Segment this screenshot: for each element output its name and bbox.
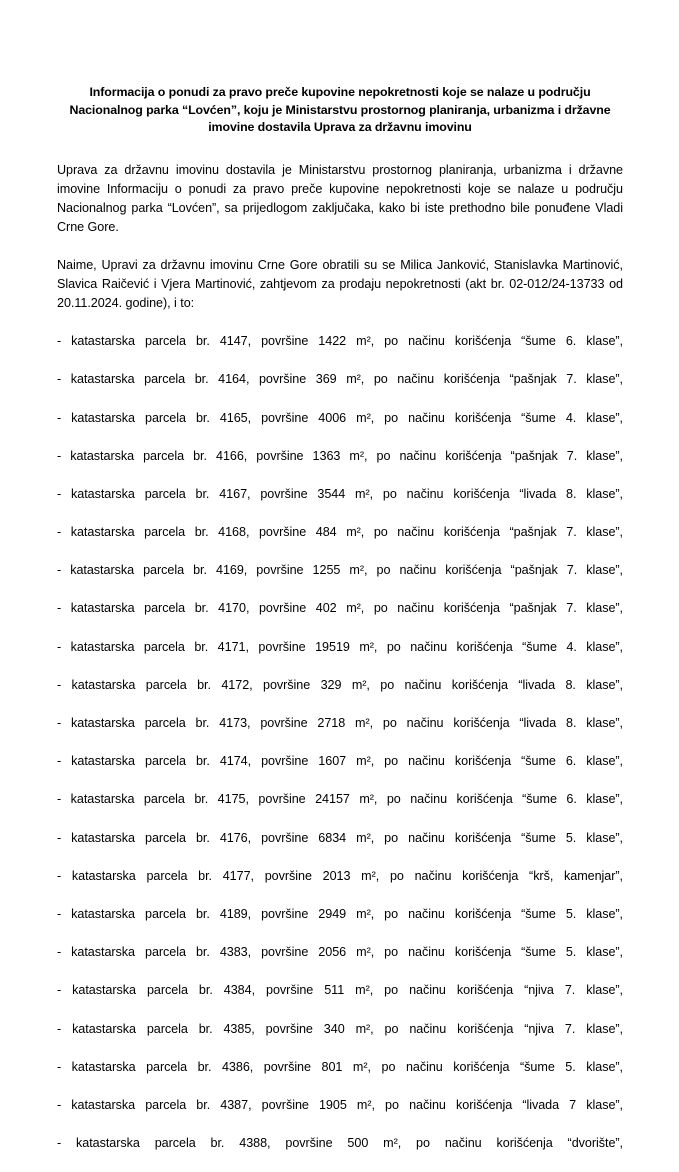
list-item: - katastarska parcela br. 4168, površine 484 m², po načinu korišćenja “pašnjak 7. klase”, xyxy=(57,525,623,540)
document-body xyxy=(57,84,623,1172)
list-item: - katastarska parcela br. 4165, površine 4006 m², po načinu korišćenja “šume 4. klase”, xyxy=(57,410,623,425)
list-item: - katastarska parcela br. 4388, površine 500 m², po načinu korišćenja “dvorište”, xyxy=(57,1136,623,1151)
list-item: - katastarska parcela br. 4166, površine 1363 m², po načinu korišćenja “pašnjak 7. klase”, xyxy=(57,448,623,463)
list-item: - katastarska parcela br. 4171, površine 19519 m², po načinu korišćenja “šume 4. klase”, xyxy=(57,639,623,654)
page-title: Informacija o ponudi za pravo preče kupovine nepokretnosti koje se nalaze u području Nacionalnog parka “Lovćen”, koju je Ministarstvu prostornog planiranja, urbanizma i državne imovine dostavila Uprava za državnu imovinu xyxy=(69,85,611,134)
parcel-list xyxy=(57,332,623,1172)
list-item: - katastarska parcela br. 4147, površine 1422 m², po načinu korišćenja “šume 6. klase”, xyxy=(57,334,623,349)
list-item: - katastarska parcela br. 4164, površine 369 m², po načinu korišćenja “pašnjak 7. klase”, xyxy=(57,372,623,387)
intro-paragraph-1: Uprava za državnu imovinu dostavila je Ministarstvu prostornog planiranja, urbanizma i državne imovine Informaciju o ponudi za pravo preče kupovine nepokretnosti koje se nalaze u području Nacionalnog parka “Lovćen”, sa prijedlogom zaključaka, kako bi iste prethodno bile ponuđene Vladi Crne Gore. xyxy=(57,162,623,234)
list-item: - katastarska parcela br. 4167, površine 3544 m², po načinu korišćenja “livada 8. klase”, xyxy=(57,486,623,501)
list-item: - katastarska parcela br. 4174, površine 1607 m², po načinu korišćenja “šume 6. klase”, xyxy=(57,754,623,769)
list-item: - katastarska parcela br. 4170, površine 402 m², po načinu korišćenja “pašnjak 7. klase”, xyxy=(57,601,623,616)
list-item: - katastarska parcela br. 4173, površine 2718 m², po načinu korišćenja “livada 8. klase”, xyxy=(57,716,623,731)
list-item: - katastarska parcela br. 4386, površine 801 m², po načinu korišćenja “šume 5. klase”, xyxy=(57,1059,623,1074)
list-item: - katastarska parcela br. 4189, površine 2949 m², po načinu korišćenja “šume 5. klase”, xyxy=(57,906,623,921)
list-item: - katastarska parcela br. 4384, površine 511 m², po načinu korišćenja “njiva 7. klase”, xyxy=(57,983,623,998)
list-item: - katastarska parcela br. 4383, površine 2056 m², po načinu korišćenja “šume 5. klase”, xyxy=(57,945,623,960)
list-item: - katastarska parcela br. 4172, površine 329 m², po načinu korišćenja “livada 8. klase”, xyxy=(57,677,623,692)
list-item: - katastarska parcela br. 4175, površine 24157 m², po načinu korišćenja “šume 6. klase”, xyxy=(57,792,623,807)
list-item: - katastarska parcela br. 4176, površine 6834 m², po načinu korišćenja “šume 5. klase”, xyxy=(57,830,623,845)
list-item: - katastarska parcela br. 4177, površine 2013 m², po načinu korišćenja “krš, kamenjar”, xyxy=(57,868,623,883)
list-item: - katastarska parcela br. 4169, površine 1255 m², po načinu korišćenja “pašnjak 7. klase”, xyxy=(57,563,623,578)
list-item: - katastarska parcela br. 4387, površine 1905 m², po načinu korišćenja “livada 7 klase”, xyxy=(57,1097,623,1112)
intro-paragraph-2: Naime, Upravi za državnu imovinu Crne Gore obratili su se Milica Janković, Stanislavka Martinović, Slavica Raičević i Vjera Martinović, zahtjevom za prodaju nepokretnosti (akt br. 02-012/24-13733 od 20.11.2024. godine), i to: xyxy=(57,257,623,311)
list-item: - katastarska parcela br. 4385, površine 340 m², po načinu korišćenja “njiva 7. klase”, xyxy=(57,1021,623,1036)
